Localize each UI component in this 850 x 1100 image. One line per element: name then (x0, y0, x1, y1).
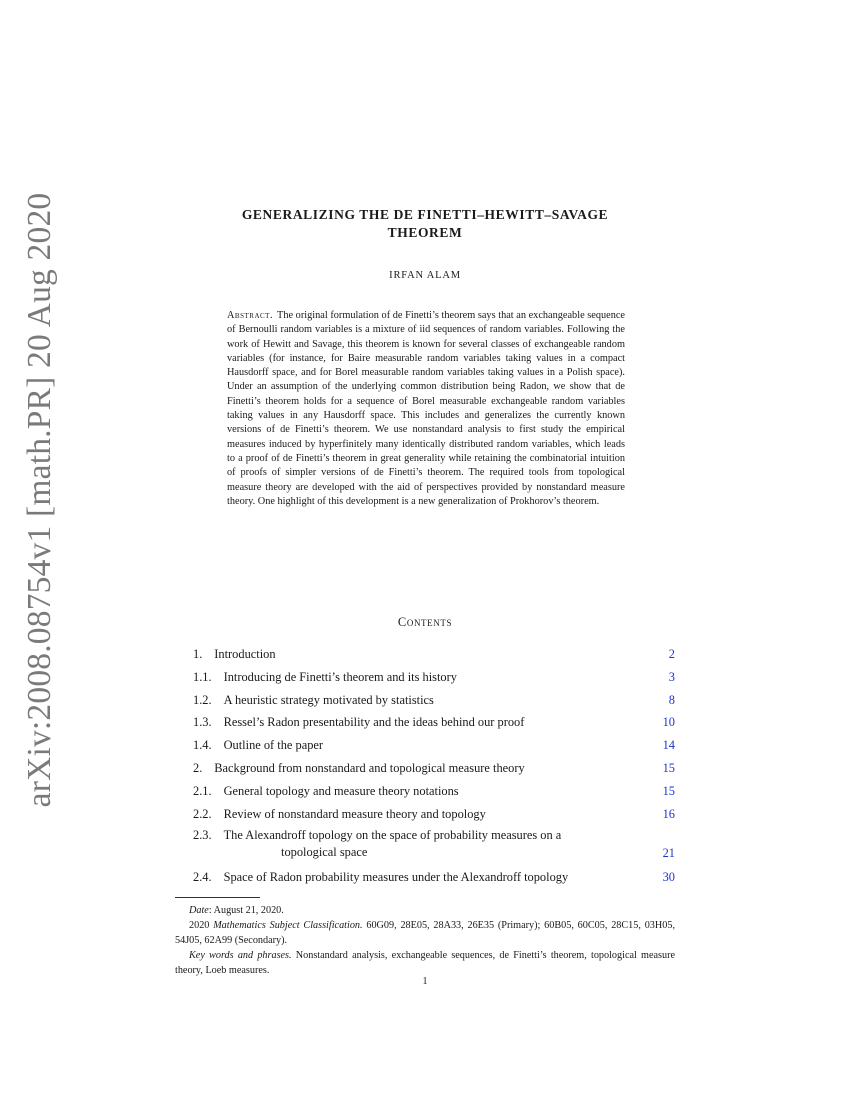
date-value: : August 21, 2020. (208, 905, 284, 916)
title-line-2: THEOREM (387, 225, 463, 240)
toc-entry-number: 2.4. (193, 870, 212, 885)
toc-entry-label: Introduction (214, 647, 276, 661)
toc-entry-label: General topology and measure theory notations (223, 783, 459, 798)
toc-entry-label-continued: topological space (281, 845, 368, 860)
contents-heading: Contents (397, 615, 453, 629)
toc-page-link[interactable]: 3 (668, 669, 675, 684)
footnote-date (175, 903, 675, 918)
toc-entry-number: 2.3. (193, 828, 212, 843)
toc-entry[interactable] (193, 780, 675, 803)
abstract (227, 309, 625, 509)
paper-title (170, 206, 680, 242)
toc-page-link[interactable]: 2 (668, 647, 675, 661)
arxiv-identifier: arXiv:2008.08754v1 [math.PR] 20 Aug 2020 (21, 192, 58, 808)
toc-entry-title (193, 780, 635, 803)
toc-entry[interactable] (193, 866, 675, 889)
toc-page-link[interactable]: 15 (662, 760, 675, 775)
toc-entry-title (193, 689, 635, 712)
toc-entry-title (193, 711, 635, 734)
footnote-rule (175, 897, 260, 898)
toc-entry[interactable] (193, 734, 675, 757)
toc-page-link[interactable]: 30 (662, 870, 675, 885)
toc-entry-title (193, 734, 635, 757)
toc-entry-label: Review of nonstandard measure theory and topology (223, 806, 486, 821)
toc-entry-label: Outline of the paper (223, 738, 324, 753)
toc-entry-label: The Alexandroff topology on the space of probability measures on a (223, 828, 562, 843)
msc-value: 60G09, 28E05, 28A33, 26E35 (Primary); 60B05, 60C05, 28C15, 03H05, 54J05, 62A99 (Secondary). (175, 920, 675, 946)
author-name: IRFAN ALAM (389, 270, 461, 281)
toc-entry-number: 1.4. (193, 738, 212, 753)
keywords-value: Nonstandard analysis, exchangeable sequences, de Finetti’s theorem, topological measure theory, Loeb measures. (175, 950, 675, 976)
toc-entry-title (193, 827, 635, 861)
toc-entry-title (193, 866, 635, 889)
table-of-contents (193, 643, 675, 889)
page-number: 1 (422, 976, 428, 987)
toc-entry[interactable] (193, 643, 675, 666)
toc-entry-label: Ressel’s Radon presentability and the ideas behind our proof (223, 715, 525, 730)
msc-label: Mathematics Subject Classification. (213, 920, 363, 931)
toc-entry-number: 2. (193, 760, 203, 775)
toc-entry-number: 2.1. (193, 783, 212, 798)
toc-entry-number: 1.3. (193, 715, 212, 730)
toc-entry-label: A heuristic strategy motivated by statistics (223, 692, 434, 707)
toc-entry[interactable] (193, 689, 675, 712)
toc-page-link[interactable]: 10 (662, 715, 675, 730)
toc-page-link[interactable]: 21 (662, 846, 675, 861)
toc-entry-title (193, 757, 635, 780)
toc-entry-label: Background from nonstandard and topological measure theory (214, 760, 525, 775)
toc-entry-number: 1.1. (193, 669, 212, 684)
toc-entry-number: 2.2. (193, 806, 212, 821)
footnote-msc (175, 918, 675, 948)
toc-entry-title (193, 643, 635, 666)
abstract-text: The original formulation of de Finetti’s theorem says that an exchangeable sequence of Bernoulli random variables is a mixture of iid sequences of random variables. Following the work of Hewitt and Savage, this theorem is known for several classes of exchangeable random variables (for instance, for Baire measurable random variables taking values in a compact Hausdorff space, and for Borel measurable random variables taking values in a Polish space). Under an assumption of the underlying common distribution being Radon, we show that de Finetti’s theorem holds for a sequence of Borel measurable exchangeable random variables taking values in any Hausdorff space. This includes and generalizes the currently known versions of de Finetti’s theorem. We use nonstandard analysis to first study the empirical measures induced by hyperfinitely many identically distributed random variables, which leads to a proof of de Finetti’s theorem in great generality while retaining the combinatorial intuition of proofs of simpler versions of de Finetti’s theorem. The required tools from topological measure theory are developed with the aid of perspectives provided by nonstandard measure theory. One highlight of this development is a new generalization of Prokhorov’s theorem. (227, 310, 625, 507)
toc-page-link[interactable]: 8 (668, 692, 675, 707)
toc-entry-label: Space of Radon probability measures under the Alexandroff topology (223, 870, 569, 885)
footnotes (175, 903, 675, 978)
toc-entry-number: 1. (193, 647, 203, 661)
toc-entry-label: Introducing de Finetti’s theorem and its history (223, 669, 457, 684)
keywords-label: Key words and phrases. (189, 950, 292, 961)
toc-entry[interactable] (193, 825, 675, 866)
date-label: Date (189, 905, 209, 916)
title-line-1: GENERALIZING THE DE FINETTI–HEWITT–SAVAGE (241, 207, 609, 222)
toc-entry[interactable] (193, 757, 675, 780)
toc-entry-number: 1.2. (193, 692, 212, 707)
arxiv-stamp (0, 0, 80, 1100)
abstract-label: Abstract. (227, 310, 274, 321)
toc-page-link[interactable]: 16 (662, 806, 675, 821)
toc-entry[interactable] (193, 711, 675, 734)
msc-prefix: 2020 (189, 920, 214, 931)
toc-page-link[interactable]: 15 (662, 783, 675, 798)
toc-entry[interactable] (193, 803, 675, 826)
toc-entry-title (193, 666, 635, 689)
toc-page-link[interactable]: 14 (662, 738, 675, 753)
toc-entry[interactable] (193, 666, 675, 689)
footnote-keywords (175, 948, 675, 978)
toc-entry-title (193, 803, 635, 826)
